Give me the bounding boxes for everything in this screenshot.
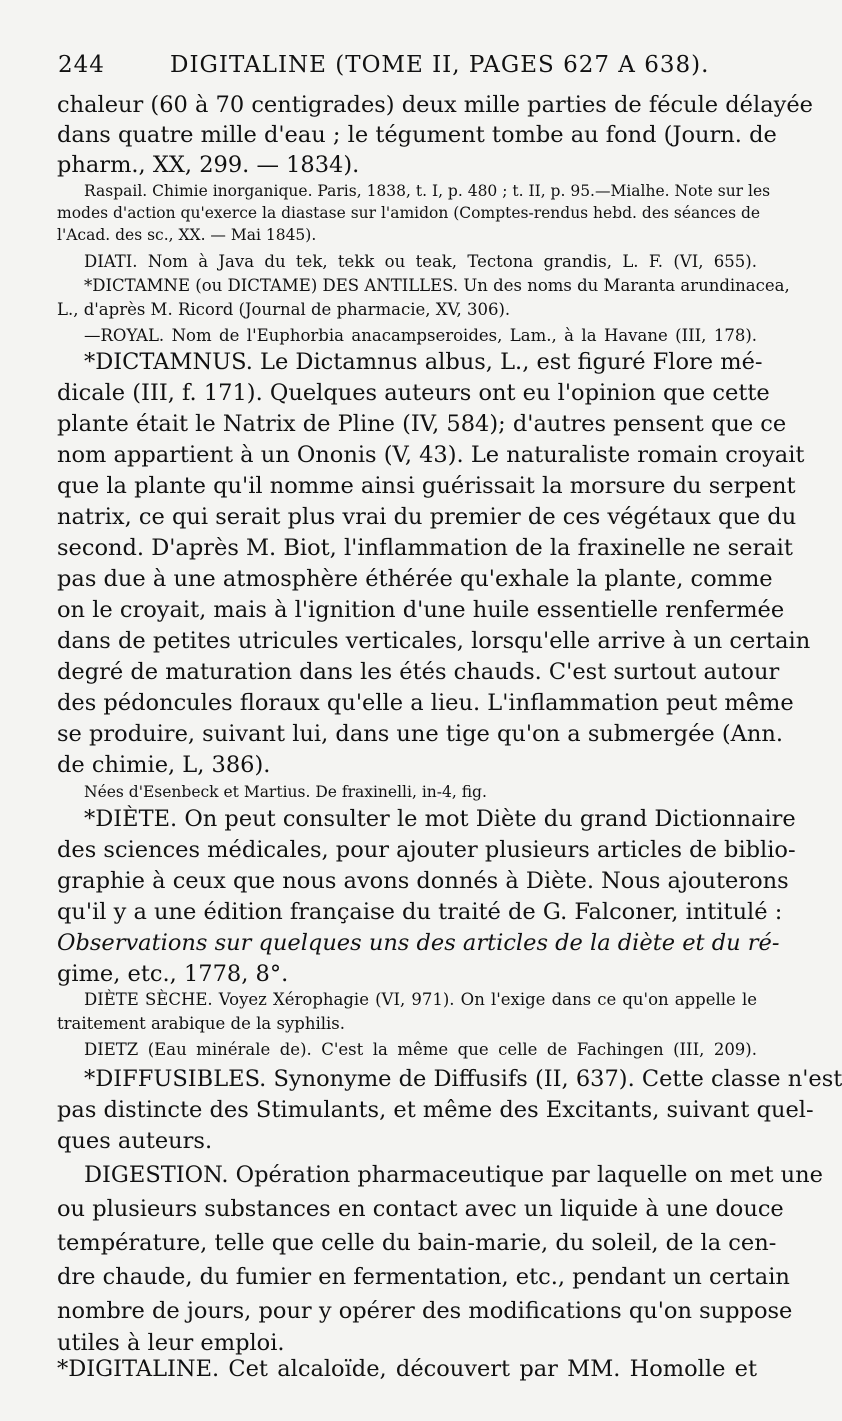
text-line: ques auteurs. [57, 1128, 213, 1154]
text-line: nom appartient à un Ononis (V, 43). Le naturaliste romain croyait [57, 442, 805, 468]
text-line: de chimie, L, 386). [57, 752, 271, 778]
text-line: température, telle que celle du bain-marie, du soleil, de la cen- [57, 1230, 777, 1256]
text-line: dre chaude, du fumier en fermentation, etc., pendant un certain [57, 1264, 790, 1290]
text-line: *DIGITALINE. Cet alcaloïde, découvert par MM. Homolle et [57, 1356, 757, 1382]
text-line: utiles à leur emploi. [57, 1330, 285, 1356]
page-number: 244 [58, 52, 105, 78]
entry-line: DIETZ (Eau minérale de). C'est la même que celle de Fachingen (III, 209). [84, 1040, 757, 1059]
text-line: graphie à ceux que nous avons donnés à Diète. Nous ajouterons [57, 868, 789, 894]
entry-line: L., d'après M. Ricord (Journal de pharmacie, XV, 306). [57, 300, 511, 319]
bibliography-line: Nées d'Esenbeck et Martius. De fraxinelli, in-4, fig. [84, 783, 487, 801]
entry-line: —ROYAL. Nom de l'Euphorbia anacampseroides, Lam., à la Havane (III, 178). [84, 326, 757, 345]
running-title: DIGITALINE (TOME II, PAGES 627 A 638). [170, 52, 710, 78]
text-line: second. D'après M. Biot, l'inflammation de la fraxinelle ne serait [57, 535, 793, 561]
text-line: que la plante qu'il nomme ainsi guérissait la morsure du serpent [57, 473, 796, 499]
text-line: degré de maturation dans les étés chauds. C'est surtout autour [57, 659, 780, 685]
text-line: natrix, ce qui serait plus vrai du premier de ces végétaux que du [57, 504, 797, 530]
text-line: DIGESTION. Opération pharmaceutique par laquelle on met une [84, 1162, 823, 1188]
text-line: ou plusieurs substances en contact avec un liquide à une douce [57, 1196, 784, 1222]
entry-line: DIATI. Nom à Java du tek, tekk ou teak, Tectona grandis, L. F. (VI, 655). [84, 252, 757, 271]
bibliography-line: l'Acad. des sc., XX. — Mai 1845). [57, 226, 317, 244]
text-line: plante était le Natrix de Pline (IV, 584); d'autres pensent que ce [57, 411, 787, 437]
entry-line: traitement arabique de la syphilis. [57, 1014, 345, 1033]
bibliography-line: modes d'action qu'exerce la diastase sur l'amidon (Comptes-rendus hebd. des séances de [57, 204, 761, 222]
entry-line: *DICTAMNE (ou DICTAME) DES ANTILLES. Un des noms du Maranta arundinacea, [84, 276, 790, 295]
text-line: des sciences médicales, pour ajouter plusieurs articles de biblio- [57, 837, 796, 863]
bibliography-line: Raspail. Chimie inorganique. Paris, 1838, t. I, p. 480 ; t. II, p. 95.—Mialhe. Note sur les [84, 182, 771, 200]
text-line: pharm., XX, 299. — 1834). [57, 152, 360, 178]
text-line: gime, etc., 1778, 8°. [57, 961, 289, 987]
running-header [0, 52, 800, 88]
text-line: Observations sur quelques uns des articles de la diète et du ré- [57, 930, 780, 956]
text-line: pas distincte des Stimulants, et même des Excitants, suivant quel- [57, 1097, 814, 1123]
text-line: on le croyait, mais à l'ignition d'une huile essentielle renfermée [57, 597, 785, 623]
text-line: dans quatre mille d'eau ; le tégument tombe au fond (Journ. de [57, 122, 777, 148]
text-line: *DIFFUSIBLES. Synonyme de Diffusifs (II, 637). Cette classe n'est [84, 1066, 842, 1092]
entry-line: DIÈTE SÈCHE. Voyez Xérophagie (VI, 971). On l'exige dans ce qu'on appelle le [84, 990, 757, 1009]
text-line: pas due à une atmosphère éthérée qu'exhale la plante, comme [57, 566, 773, 592]
text-line: qu'il y a une édition française du traité de G. Falconer, intitulé : [57, 899, 783, 925]
text-line: nombre de jours, pour y opérer des modifications qu'on suppose [57, 1298, 793, 1324]
text-line: dicale (III, f. 171). Quelques auteurs ont eu l'opinion que cette [57, 380, 770, 406]
text-line: des pédoncules floraux qu'elle a lieu. L'inflammation peut même [57, 690, 794, 716]
text-line: se produire, suivant lui, dans une tige qu'on a submergée (Ann. [57, 721, 784, 747]
text-line: chaleur (60 à 70 centigrades) deux mille parties de fécule délayée [57, 92, 813, 118]
text-line: dans de petites utricules verticales, lorsqu'elle arrive à un certain [57, 628, 811, 654]
text-line: *DIÈTE. On peut consulter le mot Diète du grand Dictionnaire [84, 806, 796, 832]
text-line: *DICTAMNUS. Le Dictamnus albus, L., est figuré Flore mé- [84, 349, 763, 375]
